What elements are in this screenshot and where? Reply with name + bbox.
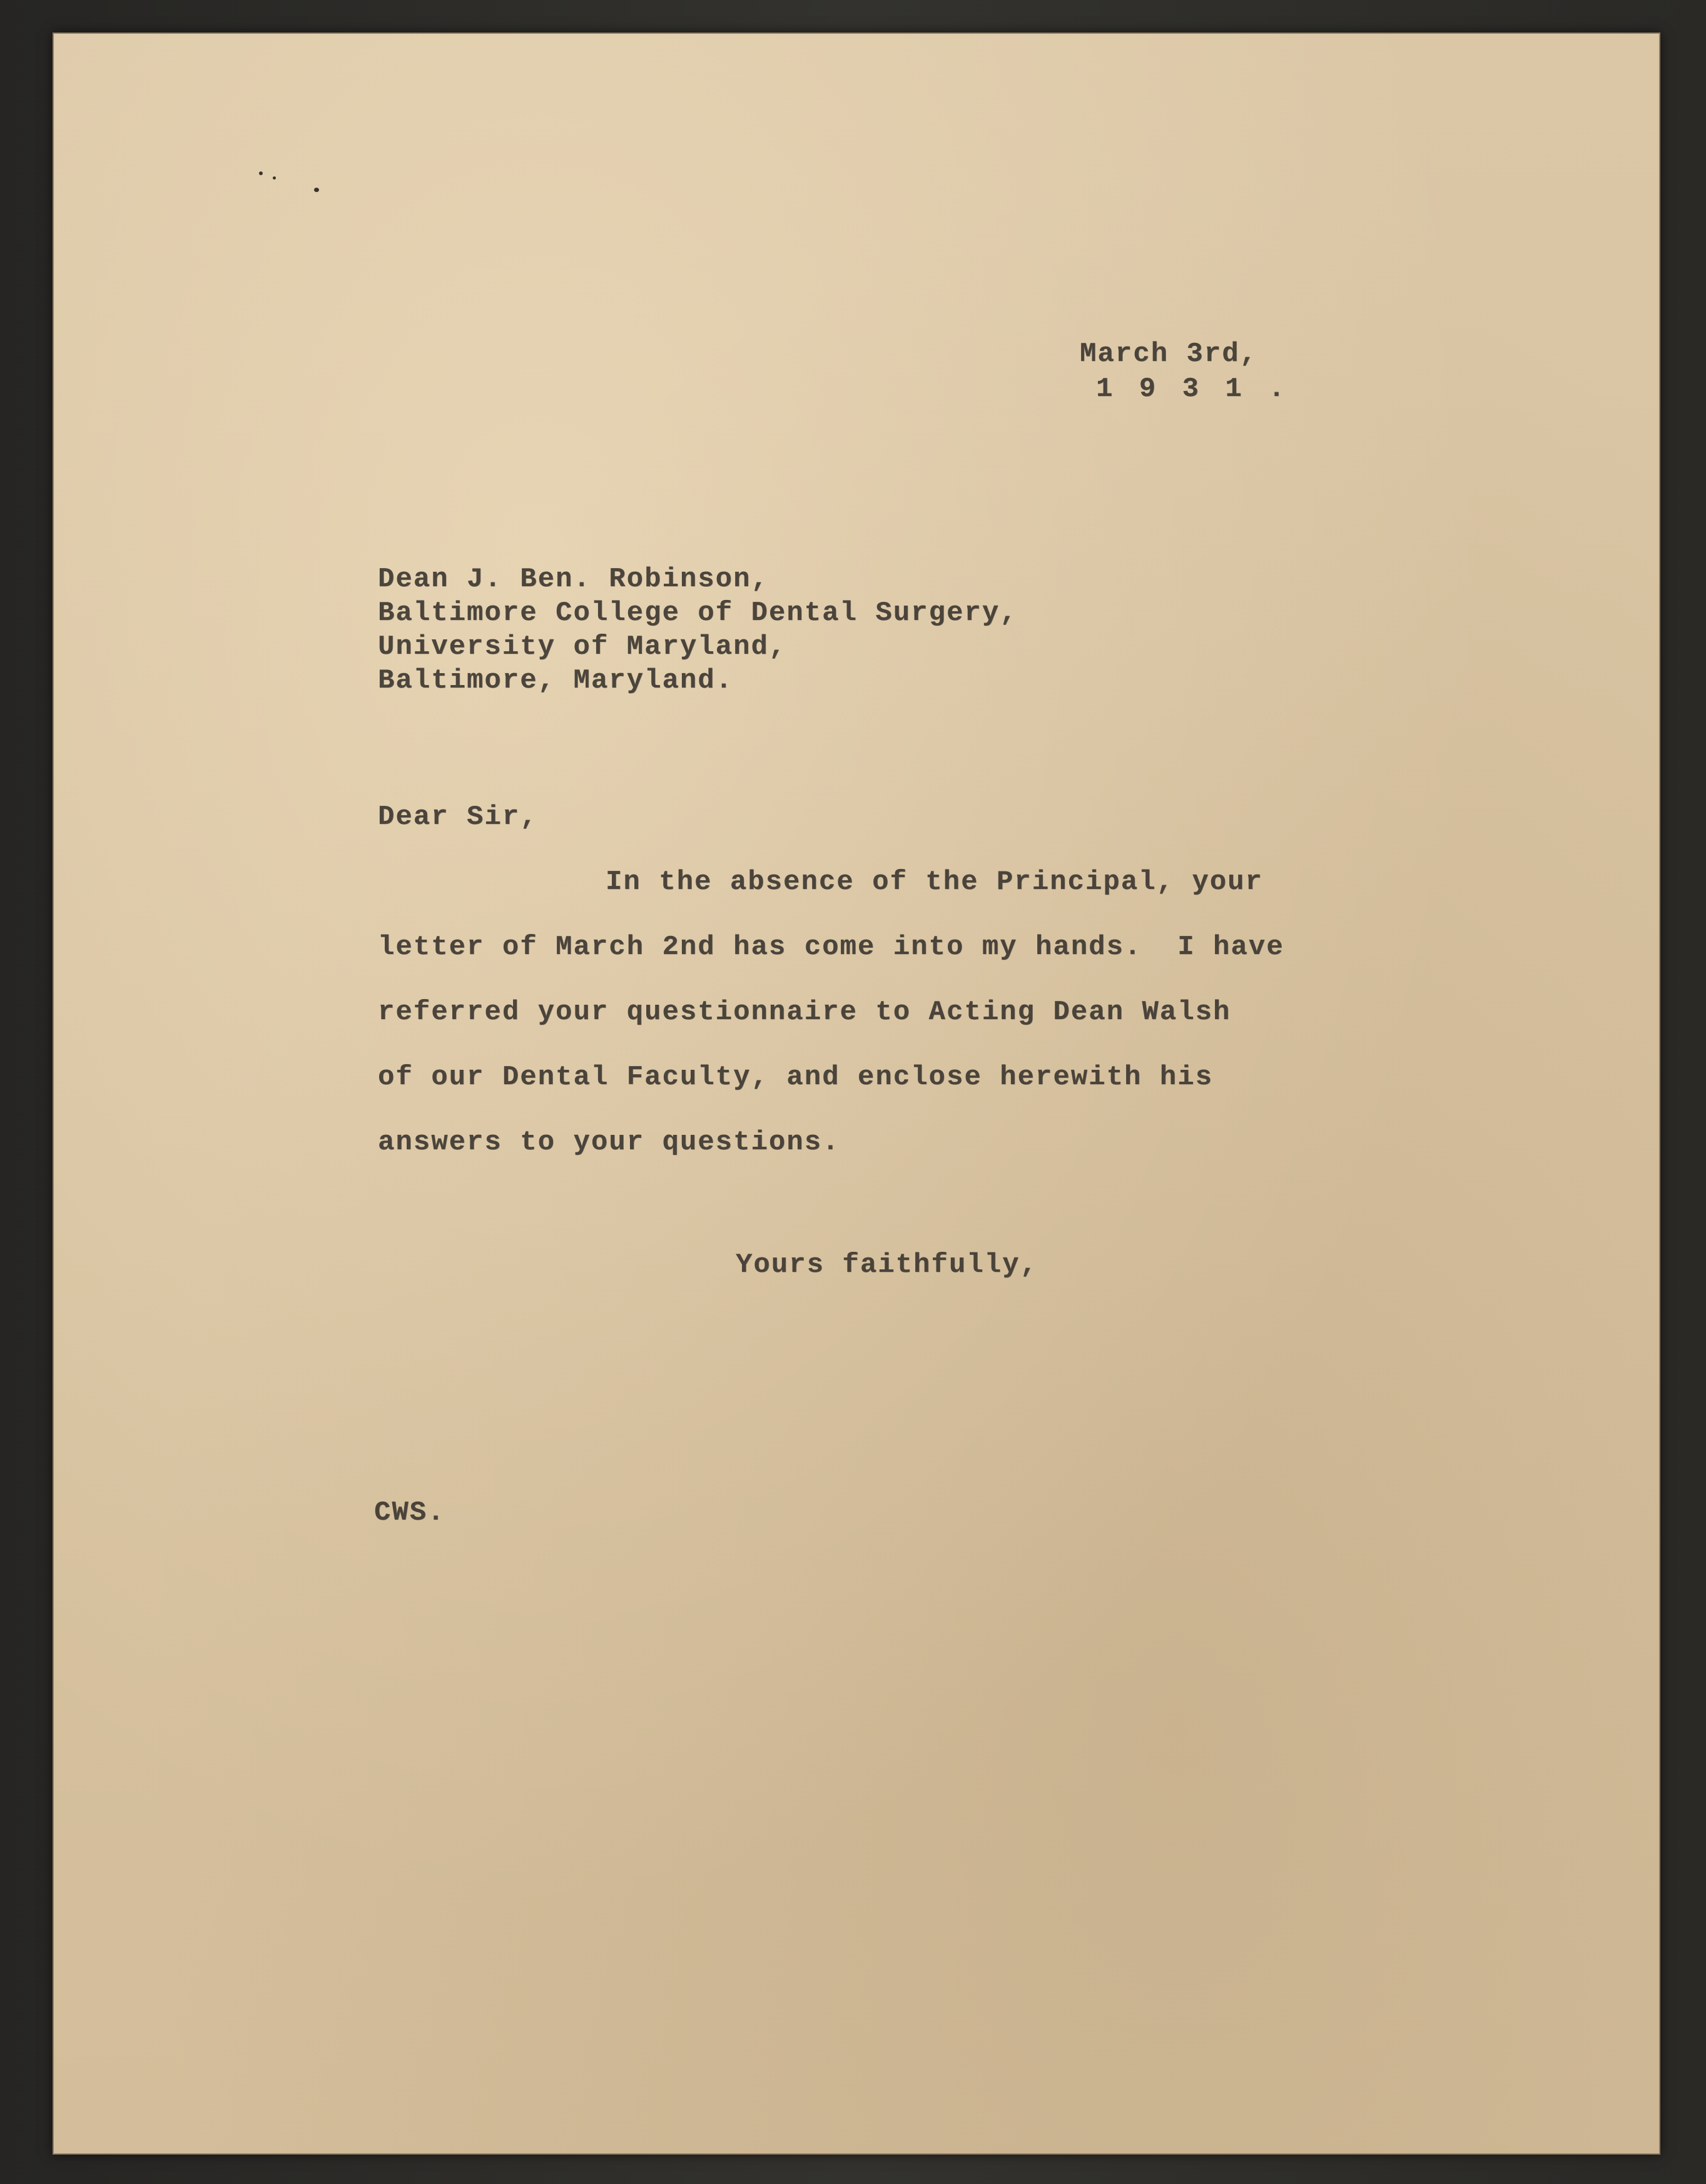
paper-speck: [314, 188, 319, 192]
body-line: referred your questionnaire to Acting Dean Walsh: [378, 997, 1231, 1028]
body-line: In the absence of the Principal, your: [606, 866, 1263, 898]
closing: Yours faithfully,: [736, 1249, 1038, 1281]
address-line: Baltimore College of Dental Surgery,: [378, 597, 1018, 629]
address-line: University of Maryland,: [378, 631, 787, 663]
body-line: letter of March 2nd has come into my hands. I have: [378, 932, 1284, 963]
typist-initials: CWS.: [374, 1497, 445, 1528]
address-line: Dean J. Ben. Robinson,: [378, 564, 769, 595]
paper-speck: [259, 171, 263, 175]
body-line: of our Dental Faculty, and enclose herewith his: [378, 1062, 1214, 1093]
date-line-2: 1 9 3 1 .: [1096, 373, 1290, 405]
salutation: Dear Sir,: [378, 801, 538, 833]
address-line: Baltimore, Maryland.: [378, 665, 734, 696]
letter-sheet: [53, 33, 1660, 2155]
body-line: answers to your questions.: [378, 1127, 840, 1158]
date-line-1: March 3rd,: [1080, 338, 1258, 370]
paper-speck: [273, 176, 276, 180]
